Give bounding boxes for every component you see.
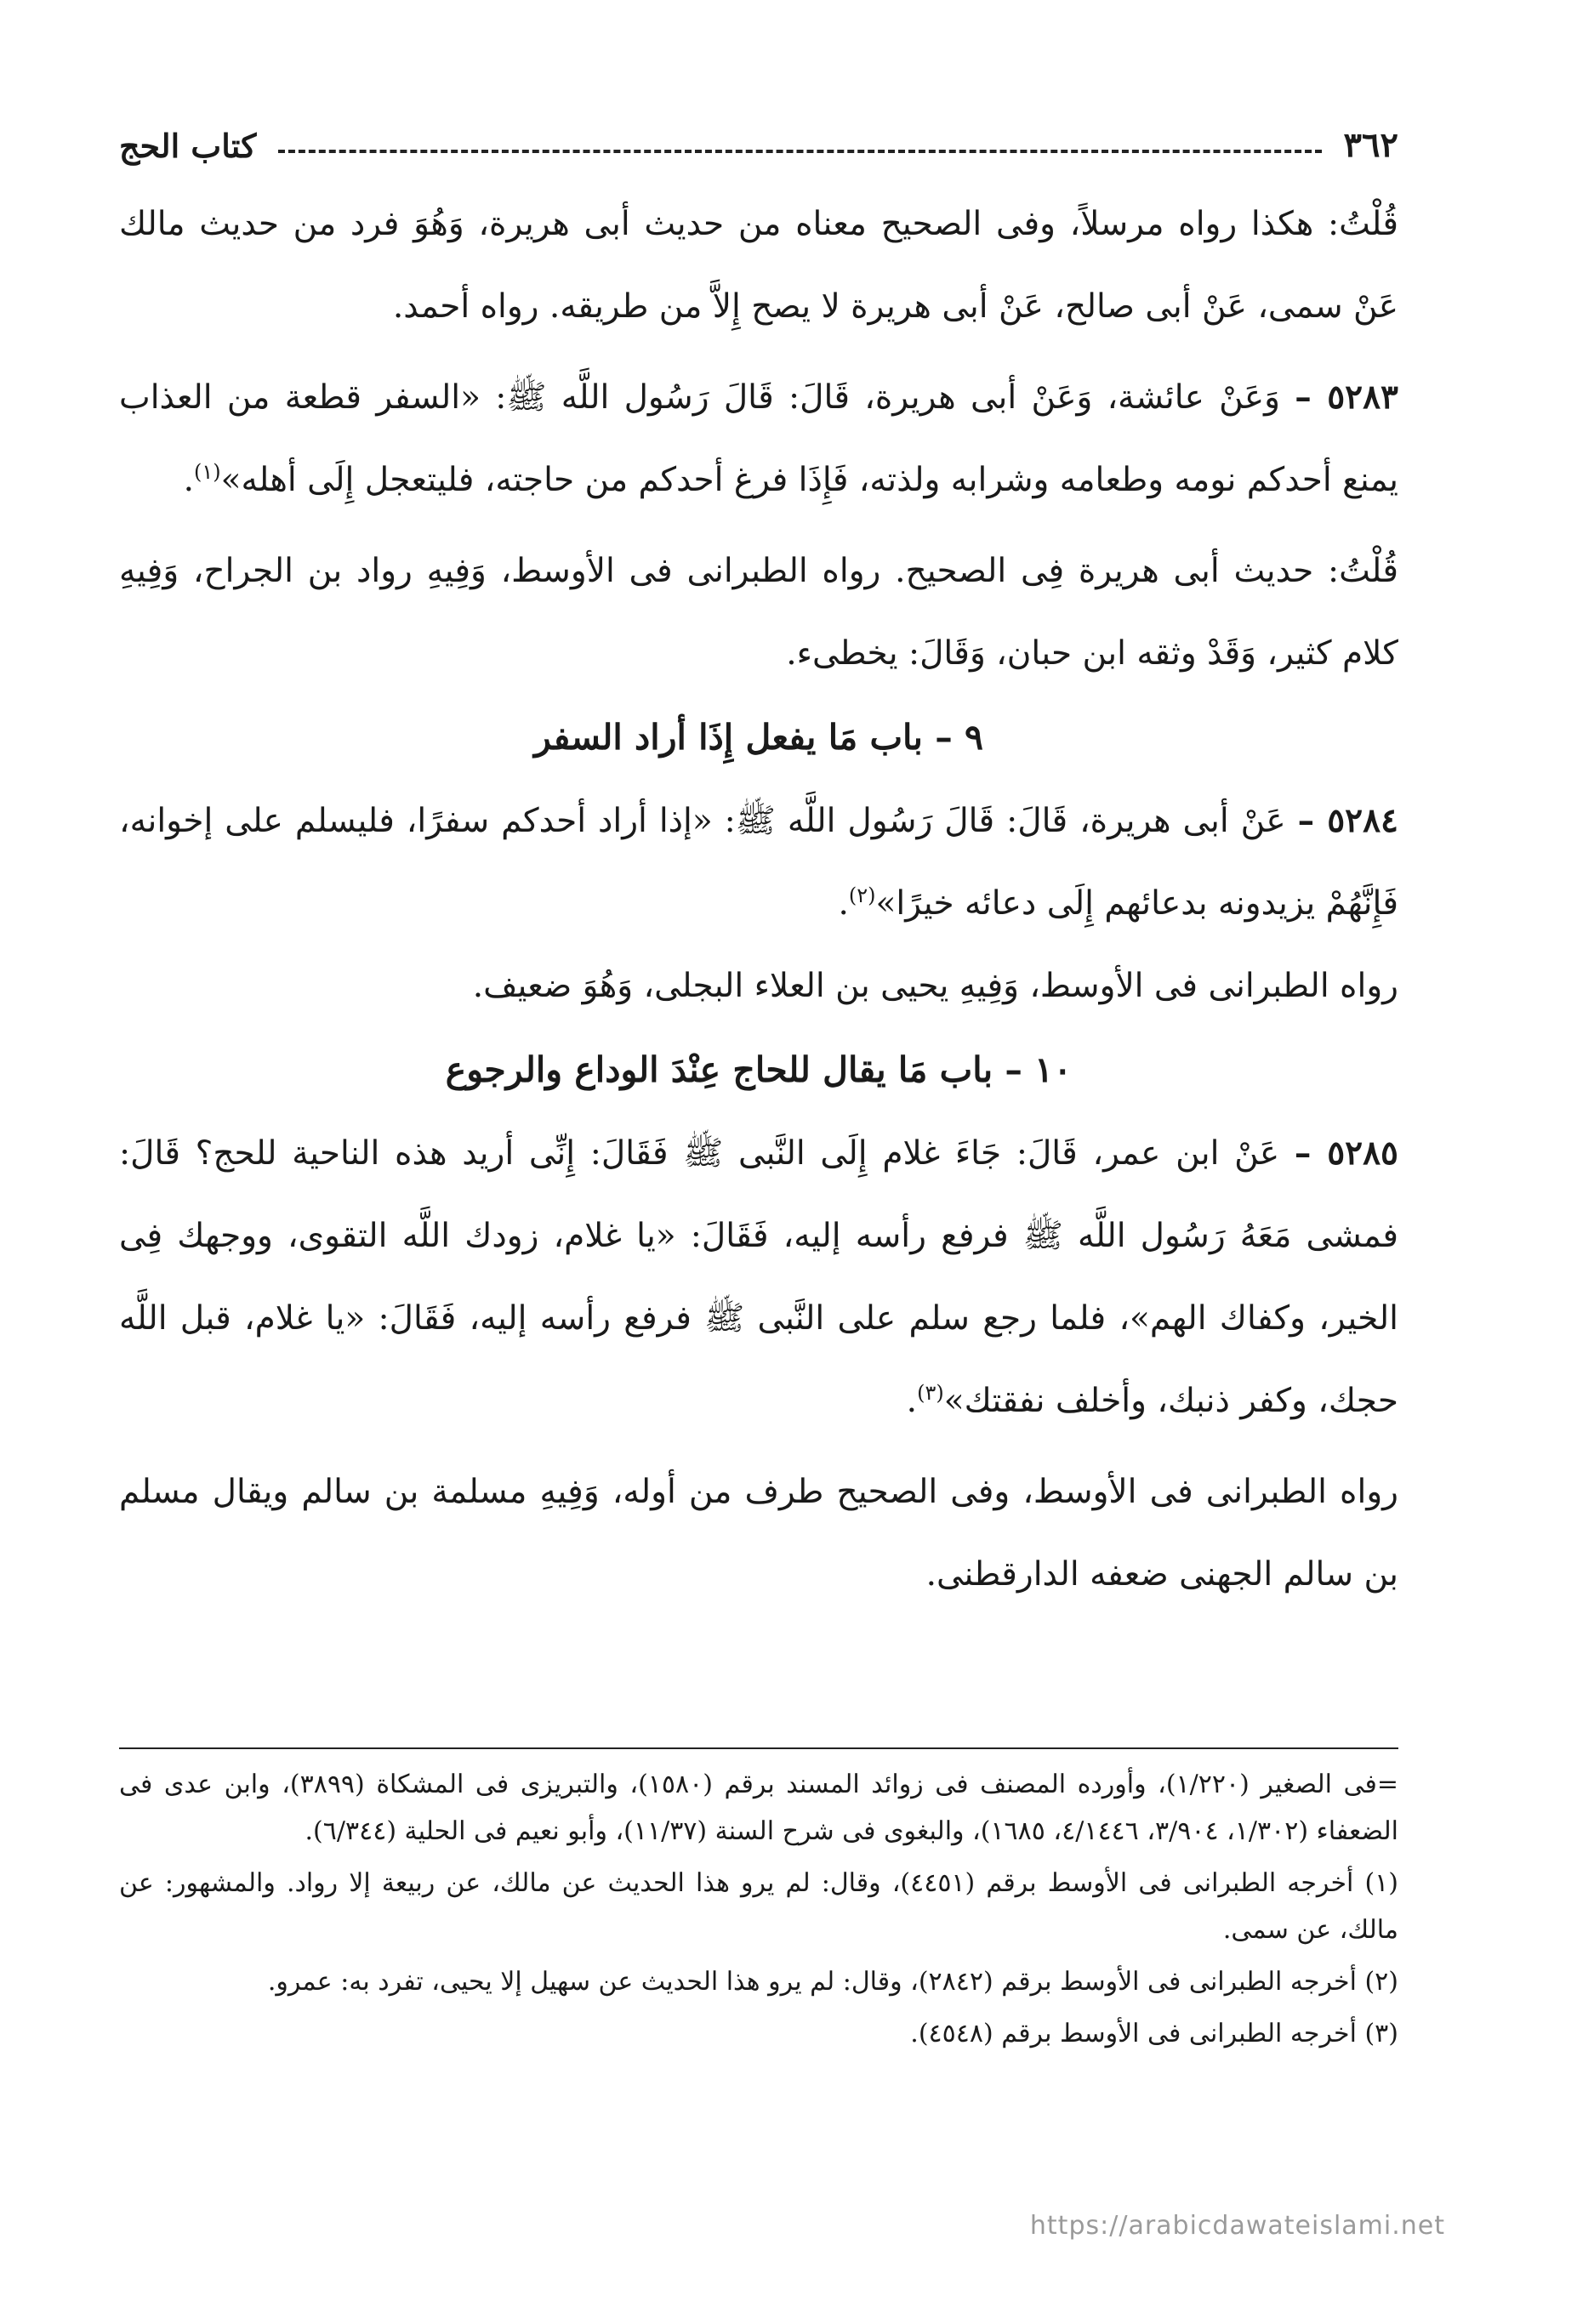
footnote-ref-3: (٣)	[917, 1381, 944, 1405]
footnote-ref-1: (١)	[194, 460, 221, 484]
footnote-continuation: =فى الصغير (١/٢٢٠)، وأورده المصنف فى زوائد المسند برقم (١٥٨٠)، والتبريزى فى المشكاة (٣٨٩٩)، وابن عدى فى الضعفاء (١/٣٠٢، ٣/٩٠٤، ٤/١٤٤٦، ١٦٨٥)، والبغوى فى شرح السنة (١١/٣٧)، وأبو نعيم فى الحلية (٦/٣٤٤).	[119, 1770, 1398, 1846]
book-title: كتاب الحج	[119, 127, 257, 165]
chapter-heading-9: ٩ – باب مَا يفعل إِذَا أراد السفر	[533, 717, 984, 758]
commentary-paragraph-2: قُلْتُ: حديث أبى هريرة فِى الصحيح. رواه الطبرانى فى الأوسط، وَفِيهِ رواد بن الجراح، وَفِيهِ كلام كثير، وَقَدْ وثقه ابن حبان، وَقَالَ: يخطىء.	[119, 552, 1398, 673]
footnote-2: (٢) أخرجه الطبرانى فى الأوسط برقم (٢٨٤٢)، وقال: لم يرو هذا الحديث عن سهيل إلا يحيى، تفرد به: عمرو.	[267, 1967, 1398, 1997]
hadith-5284: ٥٢٨٤ – عَنْ أبى هريرة، قَالَ: قَالَ رَسُول اللَّه ﷺ: «إذا أراد أحدكم سفرًا، فليسلم على إخوانه، فَإِنَّهُمْ يزيدونه بدعائهم إِلَى دعائه خيرًا»$^{(٢)}$.	[119, 801, 1398, 923]
hadith-text-5285: عَنْ ابن عمر، قَالَ: جَاءَ غلام إِلَى النَّبى ﷺ فَقَالَ: إِنِّى أريد هذه الناحية للحج؟ قَالَ: فمشى مَعَهُ رَسُول اللَّه ﷺ فرفع رأسه إليه، فَقَالَ: «يا غلام، زودك اللَّه التقوى، ووجهك فِى الخير، وكفاك الهم»، فلما رجع سلم على النَّبى ﷺ فرفع رأسه إليه، فَقَالَ: «يا غلام، قبل اللَّه حجك، وكفر ذنبك، وأخلف نفقتك»	[119, 1134, 1398, 1420]
hadith-text-5283: وَعَنْ عائشة، وَعَنْ أبى هريرة، قَالَ: قَالَ رَسُول اللَّه ﷺ: «السفر قطعة من العذاب يمنع أحدكم نومه وطعامه وشرابه ولذته، فَإِذَا فرغ أحدكم من حاجته، فليتعجل إِلَى أهله»	[119, 378, 1398, 499]
hadith-number-5283: ٥٢٨٣ –	[1295, 378, 1398, 417]
hadith-5283: ٥٢٨٣ – وَعَنْ عائشة، وَعَنْ أبى هريرة، قَالَ: قَالَ رَسُول اللَّه ﷺ: «السفر قطعة من العذاب يمنع أحدكم نومه وطعامه وشرابه ولذته، فَإِذَا فرغ أحدكم من حاجته، فليتعجل إِلَى أهله»$^{(١)}$.	[119, 378, 1398, 499]
hadith-5285: ٥٢٨٥ – عَنْ ابن عمر، قَالَ: جَاءَ غلام إِلَى النَّبى ﷺ فَقَالَ: إِنِّى أريد هذه الناحية للحج؟ قَالَ: فمشى مَعَهُ رَسُول اللَّه ﷺ فرفع رأسه إليه، فَقَالَ: «يا غلام، زودك اللَّه التقوى، ووجهك فِى الخير، وكفاك الهم»، فلما رجع سلم على النَّبى ﷺ فرفع رأسه إليه، فَقَالَ: «يا غلام، قبل اللَّه حجك، وكفر ذنبك، وأخلف نفقتك»$^{(٣)}$.	[119, 1134, 1398, 1420]
commentary-paragraph-3: رواه الطبرانى فى الأوسط، وَفِيهِ يحيى بن العلاء البجلى، وَهُوَ ضعيف.	[472, 967, 1398, 1005]
page-header	[119, 117, 1398, 165]
hadith-number-5285: ٥٢٨٥ –	[1294, 1134, 1398, 1173]
footnote-3: (٣) أخرجه الطبرانى فى الأوسط برقم (٤٥٤٨).	[910, 2019, 1398, 2048]
hadith-text-5284: عَنْ أبى هريرة، قَالَ: قَالَ رَسُول اللَّه ﷺ: «إذا أراد أحدكم سفرًا، فليسلم على إخوانه، فَإِنَّهُمْ يزيدونه بدعائهم إِلَى دعائه خيرًا»	[119, 802, 1398, 923]
commentary-paragraph-1: قُلْتُ: هكذا رواه مرسلاً، وفى الصحيح معناه من حديث أبى هريرة، وَهُوَ فرد من حديث مالك عَنْ سمى، عَنْ أبى صالح، عَنْ أبى هريرة لا يصح إِلاَّ من طريقه. رواه أحمد.	[119, 205, 1398, 326]
main-text	[119, 183, 1398, 1616]
chapter-heading-10: ١٠ – باب مَا يقال للحاج عِنْدَ الوداع والرجوع	[445, 1049, 1073, 1090]
header-dashed-rule	[278, 150, 1321, 153]
source-watermark: https://arabicdawateislami.net	[1029, 2211, 1445, 2241]
hadith-number-5284: ٥٢٨٤ –	[1297, 801, 1398, 840]
commentary-paragraph-4: رواه الطبرانى فى الأوسط، وفى الصحيح طرف من أوله، وَفِيهِ مسلمة بن سالم ويقال مسلم بن سالم الجهنى ضعفه الدارقطنى.	[119, 1473, 1398, 1594]
footnote-1: (١) أخرجه الطبرانى فى الأوسط برقم (٤٤٥١)، وقال: لم يرو هذا الحديث عن مالك، عن ربيعة إلا رواد. والمشهور: عن مالك، عن سمى.	[119, 1868, 1398, 1945]
page-number: ٣٦٢	[1343, 125, 1398, 165]
footnotes-section	[119, 1747, 1398, 2062]
footnote-ref-2: (٢)	[848, 884, 876, 907]
